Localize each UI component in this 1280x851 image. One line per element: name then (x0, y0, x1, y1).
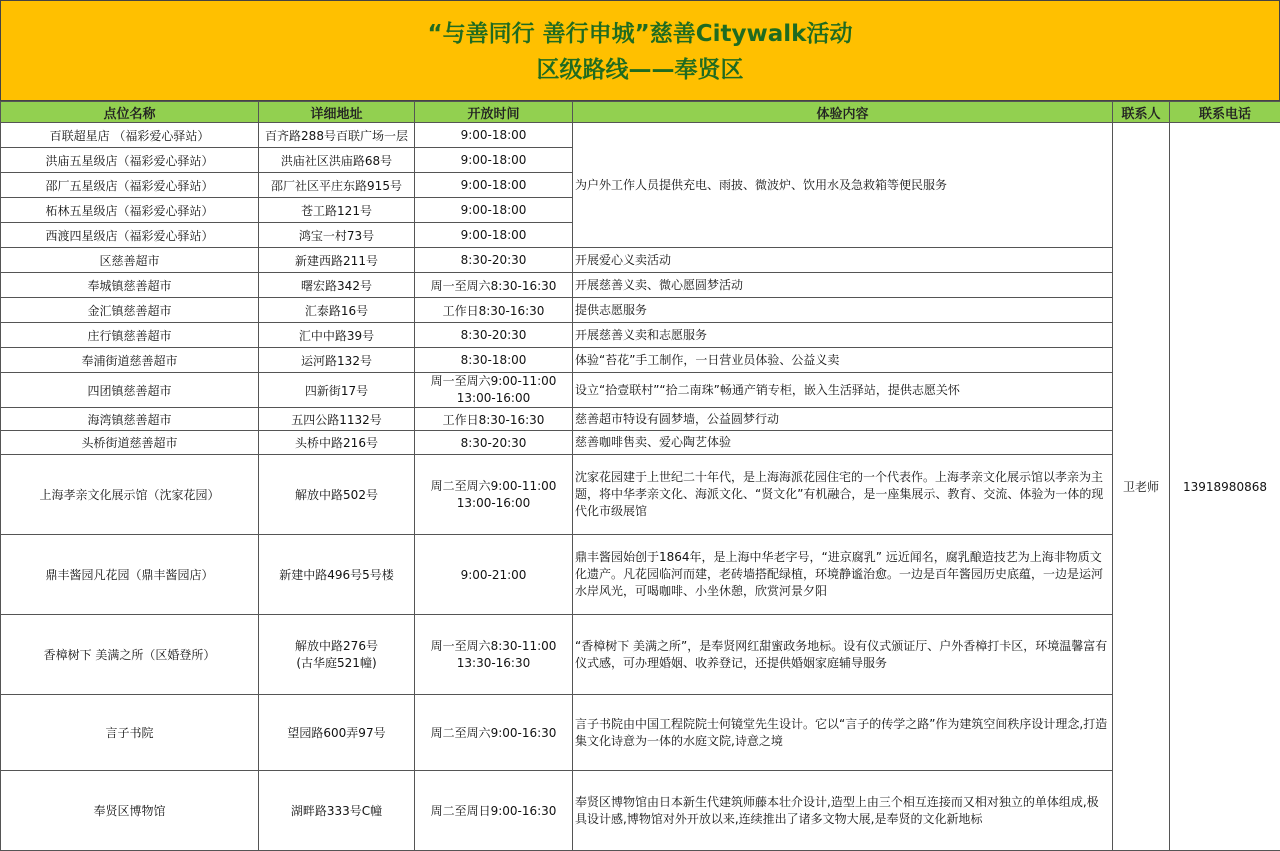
cell-content: 奉贤区博物馆由日本新生代建筑师藤本壮介设计,造型上由三个相互连接而又相对独立的单体组成,极具设计感,博物馆对外开放以来,连续推出了诸多文物大展,是奉贤的文化新地标 (573, 771, 1113, 851)
table-row (1, 408, 1280, 431)
cell-name: 奉城镇慈善超市 (1, 273, 259, 298)
cell-address: 汇中中路39号 (259, 323, 415, 348)
cell-hours: 8:30-18:00 (415, 348, 573, 373)
cell-address: 曙宏路342号 (259, 273, 415, 298)
page-subtitle: 区级路线——奉贤区 (536, 57, 744, 83)
route-table (0, 101, 1280, 851)
cell-content: 沈家花园建于上世纪二十年代，是上海海派花园住宅的一个代表作。上海孝亲文化展示馆以孝亲为主题，将中华孝亲文化、海派文化、“贤文化”有机融合，是一座集展示、教育、交流、体验为一体的现代化市级展馆 (573, 455, 1113, 535)
col-header-contact: 联系人 (1113, 102, 1170, 123)
cell-content: 为户外工作人员提供充电、雨披、微波炉、饮用水及急救箱等便民服务 (573, 123, 1113, 248)
header-row (1, 102, 1280, 123)
hours-line-2: 13:00-16:00 (456, 495, 531, 510)
cell-name: 柘林五星级店（福彩爱心驿站） (1, 198, 259, 223)
cell-address: 苍工路121号 (259, 198, 415, 223)
address-line-1: 解放中路276号 (295, 638, 378, 653)
hours-line-2: 13:30-16:30 (456, 655, 531, 670)
table-row (1, 123, 1280, 148)
cell-name: 海湾镇慈善超市 (1, 408, 259, 431)
table-row (1, 695, 1280, 771)
cell-address: 四新街17号 (259, 373, 415, 408)
cell-address: 运河路132号 (259, 348, 415, 373)
cell-content: “香樟树下 美满之所”，是奉贤网红甜蜜政务地标。设有仪式颁证厅、户外香樟打卡区，环境温馨富有仪式感，可办理婚姻、收养登记，还提供婚姻家庭辅导服务 (573, 615, 1113, 695)
cell-address: 汇泰路16号 (259, 298, 415, 323)
cell-name: 区慈善超市 (1, 248, 259, 273)
cell-hours: 8:30-20:30 (415, 248, 573, 273)
cell-address: 邵厂社区平庄东路915号 (259, 173, 415, 198)
cell-hours: 周二至周六9:00-16:30 (415, 695, 573, 771)
cell-hours: 8:30-20:30 (415, 323, 573, 348)
address-line-2: (古华庭521幢) (296, 655, 377, 670)
cell-hours (415, 615, 573, 695)
cell-hours: 周一至周六8:30-16:30 (415, 273, 573, 298)
cell-address: 新建西路211号 (259, 248, 415, 273)
table-row (1, 373, 1280, 408)
cell-hours: 周二至周日9:00-16:30 (415, 771, 573, 851)
col-header-name: 点位名称 (1, 102, 259, 123)
cell-content: 言子书院由中国工程院院士何镜堂先生设计。它以“言子的传学之路”作为建筑空间秩序设计理念,打造集文化诗意为一体的水庭文院,诗意之境 (573, 695, 1113, 771)
cell-address: 头桥中路216号 (259, 431, 415, 455)
cell-content: 开展慈善义卖、微心愿圆梦活动 (573, 273, 1113, 298)
cell-hours: 8:30-20:30 (415, 431, 573, 455)
cell-name: 上海孝亲文化展示馆（沈家花园） (1, 455, 259, 535)
cell-address: 鸿宝一村73号 (259, 223, 415, 248)
cell-address: 湖畔路333号C幢 (259, 771, 415, 851)
cell-hours: 9:00-18:00 (415, 198, 573, 223)
cell-hours: 工作日8:30-16:30 (415, 408, 573, 431)
cell-name: 头桥街道慈善超市 (1, 431, 259, 455)
cell-address: 望园路600弄97号 (259, 695, 415, 771)
cell-content: 设立“拾壹联村”“拾二南珠”畅通产销专柜，嵌入生活驿站，提供志愿关怀 (573, 373, 1113, 408)
cell-content: 体验“苔花”手工制作，一日营业员体验、公益义卖 (573, 348, 1113, 373)
cell-contact-phone: 13918980868 (1170, 123, 1280, 851)
title-banner (0, 0, 1280, 101)
cell-hours (415, 373, 573, 408)
hours-line-1: 周二至周六9:00-11:00 (430, 478, 557, 493)
cell-name: 庄行镇慈善超市 (1, 323, 259, 348)
cell-name: 奉贤区博物馆 (1, 771, 259, 851)
cell-content: 慈善超市特设有圆梦墙，公益圆梦行动 (573, 408, 1113, 431)
cell-hours: 9:00-18:00 (415, 223, 573, 248)
cell-content: 开展爱心义卖活动 (573, 248, 1113, 273)
cell-name: 金汇镇慈善超市 (1, 298, 259, 323)
cell-name: 奉浦街道慈善超市 (1, 348, 259, 373)
cell-hours: 9:00-18:00 (415, 123, 573, 148)
table-row (1, 323, 1280, 348)
cell-address: 解放中路502号 (259, 455, 415, 535)
table-row (1, 615, 1280, 695)
col-header-content: 体验内容 (573, 102, 1113, 123)
table-row (1, 248, 1280, 273)
hours-line-1: 周一至周六9:00-11:00 (430, 374, 557, 388)
cell-name: 西渡四星级店（福彩爱心驿站） (1, 223, 259, 248)
hours-line-1: 周一至周六8:30-11:00 (430, 638, 557, 653)
cell-address (259, 615, 415, 695)
col-header-phone: 联系电话 (1170, 102, 1280, 123)
cell-content: 鼎丰酱园始创于1864年，是上海中华老字号，“进京腐乳” 远近闻名，腐乳酿造技艺为上海非物质文化遗产。凡花园临河而建，老砖墙搭配绿植，环境静谧治愈。一边是百年酱园历史底蕴，一边是运河水岸风光，可喝咖啡、小坐休憩，欣赏河景夕阳 (573, 535, 1113, 615)
cell-name: 四团镇慈善超市 (1, 373, 259, 408)
cell-hours: 9:00-18:00 (415, 173, 573, 198)
col-header-hours: 开放时间 (415, 102, 573, 123)
cell-address: 新建中路496号5号楼 (259, 535, 415, 615)
cell-name: 言子书院 (1, 695, 259, 771)
cell-content: 开展慈善义卖和志愿服务 (573, 323, 1113, 348)
table-row (1, 431, 1280, 455)
cell-name: 洪庙五星级店（福彩爱心驿站） (1, 148, 259, 173)
cell-address: 洪庙社区洪庙路68号 (259, 148, 415, 173)
table-row (1, 298, 1280, 323)
col-header-address: 详细地址 (259, 102, 415, 123)
cell-name: 香樟树下 美满之所（区婚登所） (1, 615, 259, 695)
cell-hours: 工作日8:30-16:30 (415, 298, 573, 323)
cell-name: 鼎丰酱园凡花园（鼎丰酱园店） (1, 535, 259, 615)
cell-name: 百联超星店 （福彩爱心驿站） (1, 123, 259, 148)
table-row (1, 348, 1280, 373)
hours-line-2: 13:00-16:00 (456, 391, 531, 405)
cell-address: 五四公路1132号 (259, 408, 415, 431)
cell-address: 百齐路288号百联广场一层 (259, 123, 415, 148)
table-row (1, 771, 1280, 851)
table-row (1, 535, 1280, 615)
table-row (1, 455, 1280, 535)
cell-hours: 9:00-18:00 (415, 148, 573, 173)
cell-name: 邵厂五星级店（福彩爱心驿站） (1, 173, 259, 198)
cell-hours (415, 455, 573, 535)
cell-hours: 9:00-21:00 (415, 535, 573, 615)
cell-content: 慈善咖啡售卖、爱心陶艺体验 (573, 431, 1113, 455)
page-title: “与善同行 善行申城”慈善Citywalk活动 (427, 21, 853, 47)
cell-content: 提供志愿服务 (573, 298, 1113, 323)
cell-contact-name: 卫老师 (1113, 123, 1170, 851)
table-row (1, 273, 1280, 298)
